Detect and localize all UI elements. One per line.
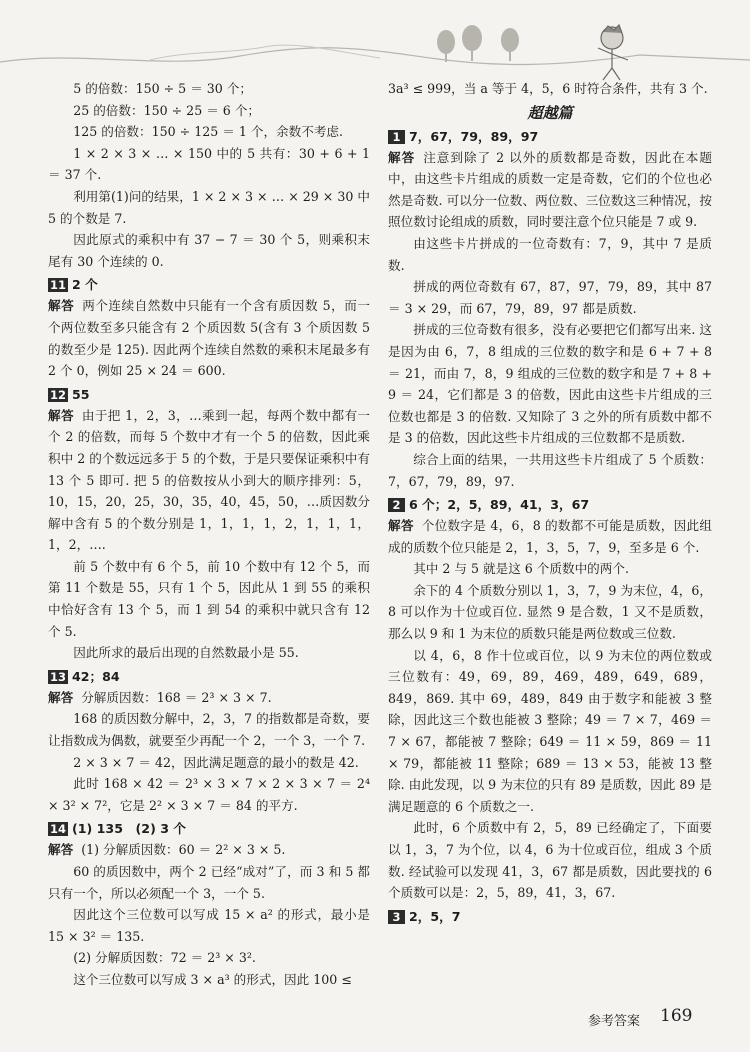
question-number-badge: 3	[388, 910, 405, 924]
solution-label: 解答	[388, 149, 416, 165]
answer-value: 2，5，7	[409, 908, 461, 924]
solution-text: 个位数字是 4，6，8 的数都不可能是质数，因此组成的质数个位只能是 2，1，3，5，7，9，至多是 6 个.	[388, 518, 713, 555]
question-heading	[48, 819, 370, 838]
body-paragraph: 因此这个三位数可以写成 15 × a² 的形式，最小是 15 × 3² ＝ 135.	[48, 907, 370, 944]
page-number: 169	[660, 1006, 693, 1026]
answer-value: 6 个；2，5，89，41，3，67	[409, 497, 590, 513]
solution-paragraph	[388, 515, 712, 558]
solution-paragraph	[48, 405, 370, 556]
body-paragraph: 3a³ ≤ 999，当 a 等于 4，5，6 时符合条件，共有 3 个.	[388, 81, 708, 96]
solution-text: 由于把 1，2，3，…乘到一起，每两个数中都有一个 2 的倍数，而每 5 个数中才有一个 5 的倍数，因此乘积中 2 的个数远远多于 5 的个数，于是只要保证乘积中有 13 个 5 即可. 把 5 的倍数按从小到大的顺序排列：5，10，15，20，25，30，35，40，45，50，…质因数分解中含有 5 的个数分别是 1，1，1，1，2，1，1，1，1，2，….	[48, 407, 371, 553]
body-paragraph: 这个三位数可以写成 3 × a³ 的形式，因此 100 ≤	[73, 971, 352, 987]
solution-text: (1) 分解质因数：60 ＝ 2² × 3 × 5.	[81, 842, 286, 858]
right-column	[388, 78, 712, 927]
question-number-badge: 13	[50, 669, 67, 684]
solution-text: 两个连续自然数中只能有一个含有质因数 5，而一个两位数至多只能含有 2 个质因数 5(含有 3 个质因数 5 的数至少是 125). 因此两个连续自然数的乘积末尾最多有 2 个 0，例如 25 × 24 ＝ 600.	[48, 298, 370, 379]
body-paragraph: 1 × 2 × 3 × … × 150 中的 5 共有：30 + 6 + 1 ＝ 37 个.	[48, 145, 370, 183]
body-paragraph: 60 的质因数中，两个 2 已经“成对”了，而 3 和 5 都只有一个，所以必须配一个 3，一个 5.	[48, 864, 370, 901]
body-paragraph: 其中 2 与 5 就是这 6 个质数中的两个.	[413, 561, 629, 577]
question-heading	[48, 275, 370, 294]
body-paragraph: 拼成的三位奇数有很多，没有必要把它们都写出来. 这是因为由 6，7，8 组成的三位数的数字和是 6 + 7 + 8 ＝ 21，而由 7，8，9 组成的三位数的数字和是 7 + 8 + 9 ＝ 24，它们都是 3 的倍数，因此由这些卡片组成的三位数也都是 3 的倍数. 又知除了 3 之外的所有质数中都不是 3 的倍数，因此这些卡片组成的三位数都不是质数.	[388, 322, 712, 446]
body-paragraph: 拼成的两位奇数有 67，87，97，79，89，其中 87 ＝ 3 × 29，而 67，79，89，97 都是质数.	[388, 279, 712, 316]
section-title: 超越篇	[527, 103, 573, 122]
solution-label: 解答	[388, 518, 414, 534]
body-paragraph: 利用第(1)问的结果，1 × 2 × 3 × … × 29 × 30 中 5 的个数是 7.	[48, 188, 370, 226]
body-paragraph: 因此所求的最后出现的自然数最小是 55.	[73, 645, 299, 661]
body-paragraph: 因此原式的乘积中有 37 − 7 ＝ 30 个 5，则乘积末尾有 30 个连续的 0.	[48, 232, 370, 269]
question-number-badge: 12	[50, 387, 67, 402]
question-number-badge: 14	[50, 822, 67, 837]
body-paragraph: (2) 分解质因数：72 ＝ 2³ × 3².	[73, 950, 256, 966]
solution-text: 注意到除了 2 以外的质数都是奇数，因此在本题中，由这些卡片组成的质数一定是奇数，它们的个位也必然是奇数. 可以分一位数、两位数、三位数这三种情况，按照位数讨论组成的质数，同时要注意个位只能是 7 或 9.	[388, 149, 712, 230]
answer-value: (1) 135 (2) 3 个	[72, 821, 186, 837]
question-heading	[388, 127, 712, 146]
body-paragraph: 前 5 个数中有 6 个 5，前 10 个数中有 12 个 5，而第 11 个数是 55，只有 1 个 5，因此从 1 到 55 的乘积中恰好含有 13 个 5，而 1 到 54 的乘积中就只含有 12 个 5.	[48, 558, 370, 639]
body-paragraph: 此时，6 个质数中有 2，5，89 已经确定了，下面要以 1，3，7 为个位，以 4，6 为十位或百位，组成 3 个质数. 经试验可以发现 41，3，67 都是质数，因此要找的 6 个质数可以是：2，5，89，41，3，67.	[388, 820, 712, 901]
solution-label: 解答	[48, 298, 75, 314]
question-number-badge: 11	[50, 278, 67, 293]
question-heading	[48, 385, 370, 404]
body-paragraph: 由这些卡片拼成的一位奇数有：7，9，其中 7 是质数.	[388, 235, 712, 273]
question-number-badge: 2	[388, 498, 405, 512]
answer-value: 7，67，79，89，97	[409, 128, 539, 144]
question-heading	[388, 495, 712, 514]
answer-value: 42；84	[72, 668, 120, 684]
solution-label: 解答	[48, 407, 74, 423]
solution-paragraph	[48, 295, 370, 381]
left-column	[48, 78, 370, 991]
body-paragraph: 综合上面的结果，一共用这些卡片组成了 5 个质数：7，67，79，89，97.	[388, 451, 712, 489]
body-paragraph: 以 4，6，8 作十位或百位，以 9 为末位的两位数或三位数有：49，69，89，469，489，649，689，849，869. 其中 69，489，849 由于数字和能被 3 整除，因此这三个数也能被 3 整除；49 ＝ 7 × 7，469 ＝ 7 × 67，都能被 7 整除；649 ＝ 11 × 59，869 ＝ 11 × 79，都能被 11 整除；689 ＝ 13 × 53，能被 13 整除. 由此发现，以 9 为末位的只有 89 是质数，因此 89 是满足题意的 6 个质数之一.	[388, 647, 712, 814]
footer-section-label: 参考答案	[588, 1014, 641, 1029]
question-number-badge: 1	[388, 130, 405, 144]
body-paragraph: 此时 168 × 42 ＝ 2³ × 3 × 7 × 2 × 3 × 7 ＝ 2⁴ × 3² × 7²，它是 2² × 3 × 7 ＝ 84 的平方.	[48, 776, 370, 813]
body-paragraph: 2 × 3 × 7 ＝ 42，因此满足题意的最小的数是 42.	[73, 754, 359, 770]
solution-paragraph	[48, 839, 370, 861]
solution-label: 解答	[48, 689, 74, 705]
body-paragraph: 168 的质因数分解中，2，3，7 的指数都是奇数，要让指数成为偶数，就要至少再配一个 2，一个 3，一个 7.	[48, 711, 370, 749]
solution-paragraph	[48, 687, 370, 709]
body-paragraph: 25 的倍数：150 ÷ 25 ＝ 6 个；	[73, 102, 261, 118]
solution-paragraph	[388, 147, 712, 233]
answer-value: 55	[72, 386, 90, 402]
header-illustration	[0, 0, 750, 82]
body-paragraph: 5 的倍数：150 ÷ 5 ＝ 30 个；	[73, 81, 253, 96]
body-paragraph: 125 的倍数：150 ÷ 125 ＝ 1 个，余数不考虑.	[73, 124, 344, 140]
body-paragraph: 余下的 4 个质数分别以 1，3，7，9 为末位，4，6，8 可以作为十位或百位. 显然 9 是合数，1 又不是质数，那么以 9 和 1 为末位的质数只能是两位数或三位数.	[388, 582, 712, 642]
answer-value: 2 个	[72, 277, 98, 293]
solution-text: 分解质因数：168 ＝ 2³ × 3 × 7.	[81, 689, 272, 705]
solution-label: 解答	[48, 842, 74, 858]
tree-icon	[437, 25, 519, 62]
question-heading	[48, 667, 370, 686]
question-heading	[388, 907, 712, 926]
child-figure-icon	[598, 25, 628, 80]
